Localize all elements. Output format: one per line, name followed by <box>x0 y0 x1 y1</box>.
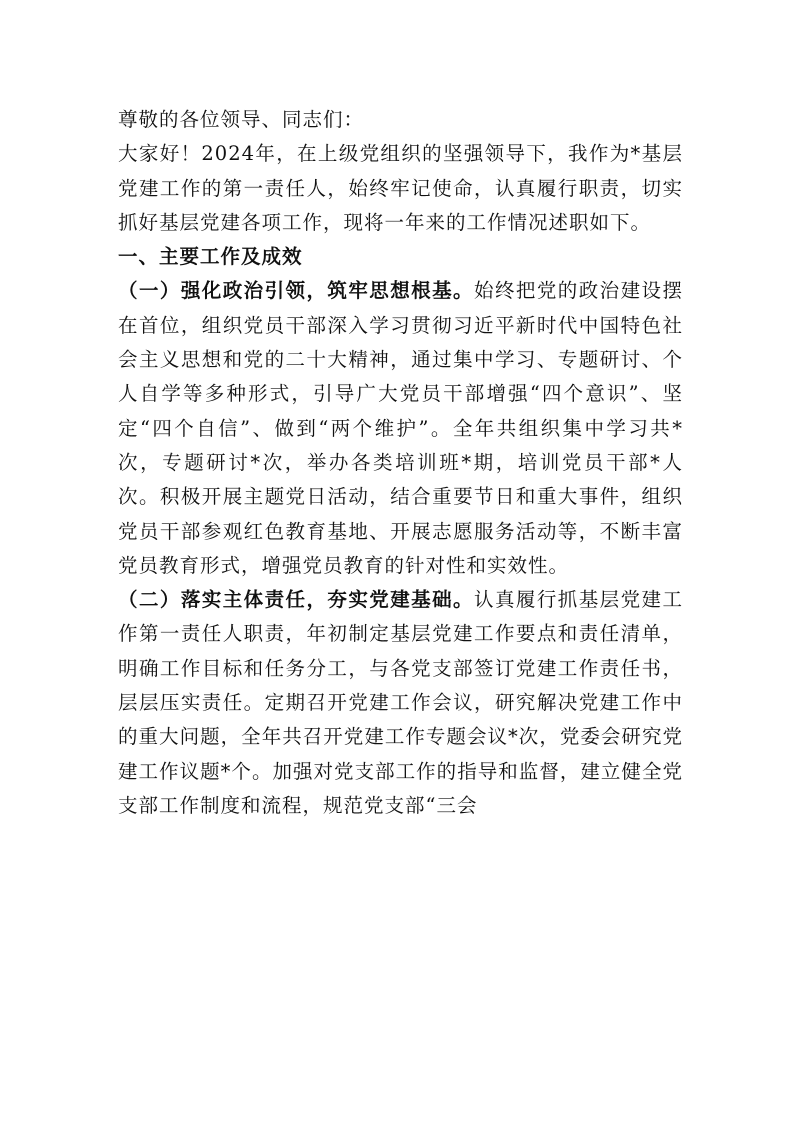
item-body-2: 认真履行抓基层党建工作第一责任人职责，年初制定基层党建工作要点和责任清单，明确工作目标和任务分工，与各党支部签订党建工作责任书，层层压实责任。定期召开党建工作会议，研究解决党建工作中的重大问题，全年共召开党建工作专题会议*次，党委会研究党建工作议题*个。加强对党支部工作的指导和监督，建立健全党支部工作制度和流程，规范党支部“三会 <box>118 588 683 817</box>
intro-paragraph: 大家好！2024年，在上级党组织的坚强领导下，我作为*基层党建工作的第一责任人，始终牢记使命，认真履行职责，切实抓好基层党建各项工作，现将一年来的工作情况述职如下。 <box>118 142 683 234</box>
item-paragraph-2 <box>118 583 683 823</box>
section-heading: 一、主要工作及成效 <box>118 245 303 269</box>
item-paragraph-1 <box>118 274 683 583</box>
item-lead-2: （二）落实主体责任，夯实党建基础。 <box>118 588 474 612</box>
salutation: 尊敬的各位领导、同志们： <box>118 108 365 131</box>
item-lead-1: （一）强化政治引领，筑牢思想根基。 <box>118 279 474 303</box>
document-page <box>118 103 683 823</box>
item-body-1: 始终把党的政治建设摆在首位，组织党员干部深入学习贯彻习近平新时代中国特色社会主义思想和党的二十大精神，通过集中学习、专题研讨、个人自学等多种形式，引导广大党员干部增强“四个意识”、坚定“四个自信”、做到“两个维护”。全年共组织集中学习共*次，专题研讨*次，举办各类培训班*期，培训党员干部*人次。积极开展主题党日活动，结合重要节日和重大事件，组织党员干部参观红色教育基地、开展志愿服务活动等，不断丰富党员教育形式，增强党员教育的针对性和实效性。 <box>118 279 683 577</box>
